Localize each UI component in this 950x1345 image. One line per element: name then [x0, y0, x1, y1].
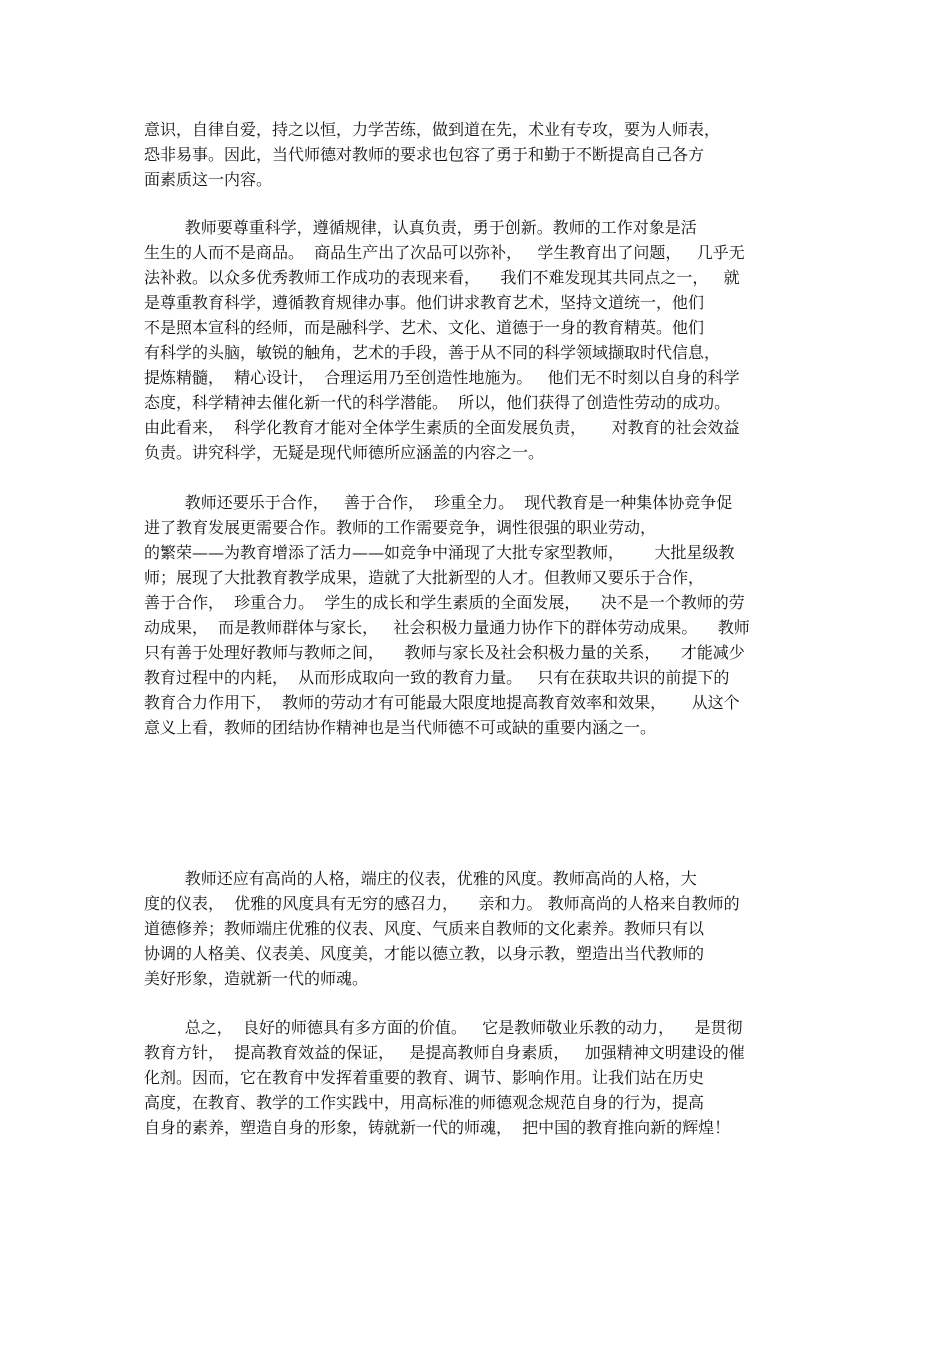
text-line: 面素质这一内容。 — [144, 170, 273, 189]
text-line: 进了教育发展更需要合作。教师的工作需要竞争，调性很强的职业劳动， — [144, 518, 657, 537]
text-line: 意识，自律自爱，持之以恒，力学苦练，做到道在先，术业有专攻，要为人师表， — [144, 120, 721, 139]
text-line: 教师要尊重科学，遵循规律，认真负责，勇于创新。教师的工作对象是活 — [144, 218, 697, 237]
text-line: 法补救。以众多优秀教师工作成功的表现来看， 我们不难发现其共同点之一， 就 — [144, 268, 740, 287]
text-line: 协调的人格美、仪表美、风度美，才能以德立教，以身示教，塑造出当代教师的 — [144, 944, 705, 963]
text-line: 教师还应有高尚的人格，端庄的仪表，优雅的风度。教师高尚的人格，大 — [144, 869, 697, 888]
text-line: 恐非易事。因此，当代师德对教师的要求也包容了勇于和勤于不断提高自己各方 — [144, 145, 705, 164]
text-line: 自身的素养，塑造自身的形象，铸就新一代的师魂， 把中国的教育推向新的辉煌！ — [144, 1118, 731, 1137]
text-line: 意义上看，教师的团结协作精神也是当代师德不可或缺的重要内涵之一。 — [144, 718, 657, 737]
text-line: 教育方针， 提高教育效益的保证， 是提高教师自身素质， 加强精神文明建设的催 — [144, 1043, 745, 1062]
text-line: 动成果， 而是教师群体与家长， 社会积极力量通力协作下的群体劳动成果。 教师 — [144, 618, 750, 637]
text-line: 由此看来， 科学化教育才能对全体学生素质的全面发展负责， 对教育的社会效益 — [144, 418, 740, 437]
text-line: 教育过程中的内耗， 从而形成取向一致的教育力量。 只有在获取共识的前提下的 — [144, 668, 730, 687]
text-line: 的繁荣——为教育增添了活力——如竞争中涌现了大批专家型教师， 大批星级教 — [144, 543, 735, 562]
paragraph-3 — [144, 490, 809, 740]
text-line: 化剂。因而，它在教育中发挥着重要的教育、调节、影响作用。让我们站在历史 — [144, 1068, 705, 1087]
text-line: 道德修养；教师端庄优雅的仪表、风度、气质来自教师的文化素养。教师只有以 — [144, 919, 705, 938]
text-line: 度的仪表， 优雅的风度具有无穷的感召力， 亲和力。 教师高尚的人格来自教师的 — [144, 894, 740, 913]
text-line: 总之， 良好的师德具有多方面的价值。 它是教师敬业乐教的动力， 是贯彻 — [144, 1018, 743, 1037]
text-line: 教师还要乐于合作， 善于合作， 珍重全力。 现代教育是一种集体协竞争促 — [144, 493, 733, 512]
text-line: 是尊重教育科学，遵循教育规律办事。他们讲求教育艺术，坚持文道统一，他们 — [144, 293, 705, 312]
text-line: 生生的人而不是商品。 商品生产出了次品可以弥补， 学生教育出了问题， 几乎无 — [144, 243, 745, 262]
text-line: 有科学的头脑，敏锐的触角，艺术的手段，善于从不同的科学领域撷取时代信息， — [144, 343, 721, 362]
text-line: 高度，在教育、教学的工作实践中，用高标准的师德观念规范自身的行为，提高 — [144, 1093, 705, 1112]
text-line: 提炼精髓， 精心设计， 合理运用乃至创造性地施为。 他们无不时刻以自身的科学 — [144, 368, 740, 387]
text-line: 只有善于处理好教师与教师之间， 教师与家长及社会积极力量的关系， 才能减少 — [144, 643, 745, 662]
text-line: 师；展现了大批教育教学成果，造就了大批新型的人才。但教师又要乐于合作， — [144, 568, 705, 587]
paragraph-1 — [144, 117, 809, 192]
paragraph-4 — [144, 866, 809, 991]
paragraph-5 — [144, 1015, 809, 1140]
text-line: 善于合作， 珍重合力。 学生的成长和学生素质的全面发展， 决不是一个教师的劳 — [144, 593, 745, 612]
text-line: 不是照本宣科的经师，而是融科学、艺术、文化、道德于一身的教育精英。他们 — [144, 318, 705, 337]
text-line: 美好形象，造就新一代的师魂。 — [144, 969, 369, 988]
text-line: 负责。讲究科学，无疑是现代师德所应涵盖的内容之一。 — [144, 443, 545, 462]
paragraph-2 — [144, 215, 809, 465]
text-line: 态度，科学精神去催化新一代的科学潜能。 所以，他们获得了创造性劳动的成功。 — [144, 393, 731, 412]
text-line: 教育合力作用下， 教师的劳动才有可能最大限度地提高教育效率和效果， 从这个 — [144, 693, 740, 712]
